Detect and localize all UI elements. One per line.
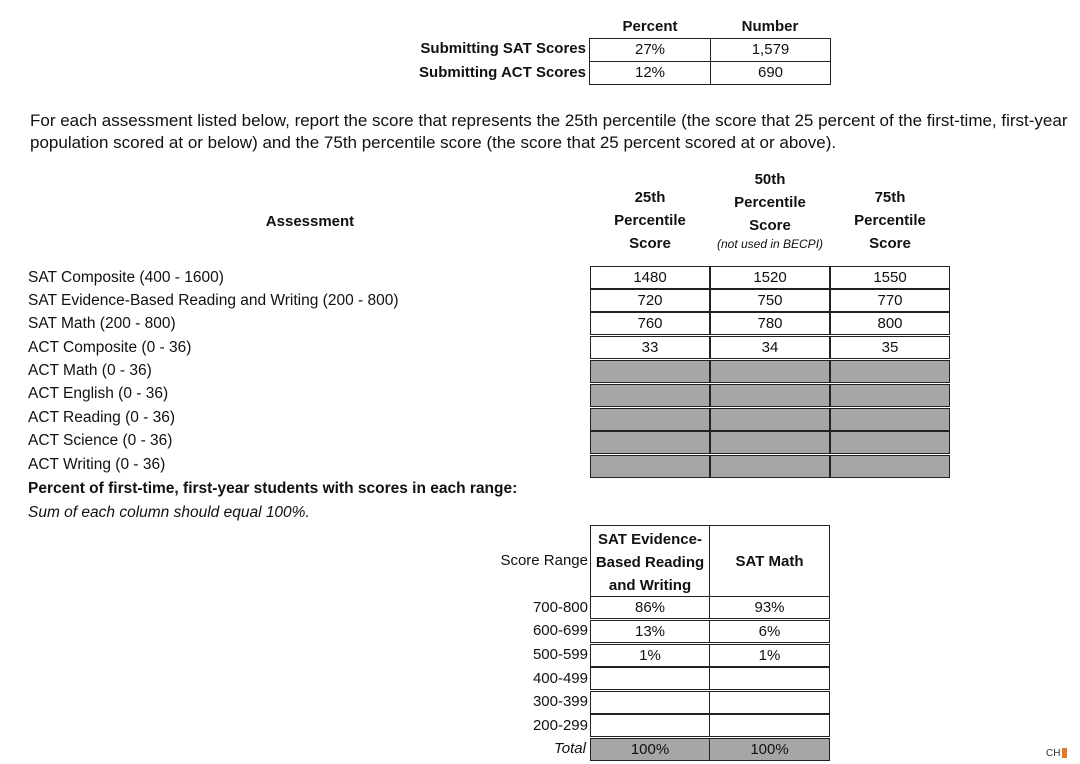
range-300-399: 300-399: [532, 693, 588, 710]
range-500-599-erw[interactable]: 1%: [590, 644, 710, 667]
range-300-399-math[interactable]: [709, 691, 830, 714]
total-label: Total: [554, 740, 586, 757]
score-act-writing-p50: [710, 455, 830, 478]
score-act-english-p25: [590, 384, 710, 407]
header-50th-note: (not used in BECPI): [716, 237, 824, 251]
corner-widget-text: CH: [1046, 748, 1061, 759]
header-sat-erw: [590, 525, 710, 597]
total-erw: 100%: [590, 738, 710, 761]
score-sat-math-p75[interactable]: 800: [830, 312, 950, 335]
header-sat-math: SAT Math: [709, 525, 830, 597]
corner-widget[interactable]: [1046, 748, 1080, 764]
score-sat-erw-p50[interactable]: 750: [710, 289, 830, 312]
score-act-math-p75: [830, 360, 950, 383]
header-50th-line1: 50th: [754, 171, 786, 188]
submitting-sat-percent[interactable]: 27%: [589, 38, 711, 62]
assessment-label-act-english: ACT English (0 - 36): [28, 385, 169, 402]
range-700-800-math[interactable]: 93%: [709, 596, 830, 619]
assessment-label-act-science: ACT Science (0 - 36): [28, 432, 173, 449]
score-sat-composite-p25[interactable]: 1480: [590, 266, 710, 289]
header-25th-line3: Score: [629, 235, 671, 252]
assessment-label-act-reading: ACT Reading (0 - 36): [28, 409, 176, 426]
score-range-header: Score Range: [500, 552, 588, 569]
range-300-399-erw[interactable]: [590, 691, 710, 714]
submitting-act-label: Submitting ACT Scores: [419, 64, 586, 81]
score-act-composite-p75[interactable]: 35: [830, 336, 950, 359]
ranges-intro-note: Sum of each column should equal 100%.: [28, 504, 310, 521]
score-act-science-p25: [590, 431, 710, 454]
submitting-act-percent[interactable]: 12%: [589, 61, 711, 85]
header-75th-line3: Score: [869, 235, 911, 252]
score-act-math-p25: [590, 360, 710, 383]
range-700-800-erw[interactable]: 86%: [590, 596, 710, 619]
instructions-text: For each assessment listed below, report the score that represents the 25th percentile (the score that 25 percent of the first-time, first-year population scored at or below) and the 75th percentile score (the score that 25 percent scored at or above).: [30, 111, 1068, 152]
header-75th-percentile: [830, 186, 950, 255]
assessment-label-sat-composite: SAT Composite (400 - 1600): [28, 269, 224, 286]
score-act-writing-p75: [830, 455, 950, 478]
ranges-intro-heading: Percent of first-time, first-year students with scores in each range:: [28, 480, 518, 497]
header-25th-percentile: [590, 186, 710, 255]
header-50th-line2: Percentile: [734, 194, 806, 211]
score-sat-erw-p75[interactable]: 770: [830, 289, 950, 312]
assessment-label-sat-math: SAT Math (200 - 800): [28, 315, 176, 332]
range-200-299: 200-299: [532, 717, 588, 734]
range-600-699-math[interactable]: 6%: [709, 620, 830, 643]
score-sat-composite-p50[interactable]: 1520: [710, 266, 830, 289]
assessment-header: Assessment: [265, 213, 355, 230]
corner-indicator-icon: [1062, 748, 1067, 758]
score-act-reading-p75: [830, 408, 950, 431]
score-act-reading-p50: [710, 408, 830, 431]
range-700-800: 700-800: [532, 599, 588, 616]
header-25th-line2: Percentile: [614, 212, 686, 229]
assessment-label-act-math: ACT Math (0 - 36): [28, 362, 152, 379]
header-50th-line3: Score: [749, 217, 791, 234]
score-act-science-p75: [830, 431, 950, 454]
score-sat-composite-p75[interactable]: 1550: [830, 266, 950, 289]
header-percent: Percent: [622, 18, 678, 35]
total-math: 100%: [709, 738, 830, 761]
score-act-writing-p25: [590, 455, 710, 478]
header-75th-line2: Percentile: [854, 212, 926, 229]
score-act-english-p75: [830, 384, 950, 407]
header-25th-line1: 25th: [634, 189, 666, 206]
range-200-299-erw[interactable]: [590, 714, 710, 737]
range-600-699-erw[interactable]: 13%: [590, 620, 710, 643]
header-sat-erw-line3: and Writing: [608, 577, 692, 594]
submitting-sat-label: Submitting SAT Scores: [420, 40, 586, 57]
submitting-act-number[interactable]: 690: [710, 61, 831, 85]
score-sat-math-p25[interactable]: 760: [590, 312, 710, 335]
range-400-499-math[interactable]: [709, 667, 830, 690]
range-600-699: 600-699: [532, 622, 588, 639]
assessment-label-act-writing: ACT Writing (0 - 36): [28, 456, 166, 473]
range-500-599: 500-599: [532, 646, 588, 663]
assessment-label-sat-erw: SAT Evidence-Based Reading and Writing (200 - 800): [28, 292, 399, 309]
header-sat-erw-line1: SAT Evidence-: [598, 531, 702, 548]
score-act-english-p50: [710, 384, 830, 407]
header-75th-line1: 75th: [874, 189, 906, 206]
score-act-reading-p25: [590, 408, 710, 431]
header-number: Number: [741, 18, 799, 35]
range-400-499-erw[interactable]: [590, 667, 710, 690]
submitting-sat-number[interactable]: 1,579: [710, 38, 831, 62]
score-act-composite-p50[interactable]: 34: [710, 336, 830, 359]
score-sat-erw-p25[interactable]: 720: [590, 289, 710, 312]
assessment-label-act-composite: ACT Composite (0 - 36): [28, 339, 192, 356]
score-sat-math-p50[interactable]: 780: [710, 312, 830, 335]
score-act-math-p50: [710, 360, 830, 383]
range-200-299-math[interactable]: [709, 714, 830, 737]
header-50th-percentile: [710, 168, 830, 264]
score-act-science-p50: [710, 431, 830, 454]
range-500-599-math[interactable]: 1%: [709, 644, 830, 667]
score-act-composite-p25[interactable]: 33: [590, 336, 710, 359]
range-400-499: 400-499: [532, 670, 588, 687]
header-sat-erw-line2: Based Reading: [595, 554, 705, 571]
